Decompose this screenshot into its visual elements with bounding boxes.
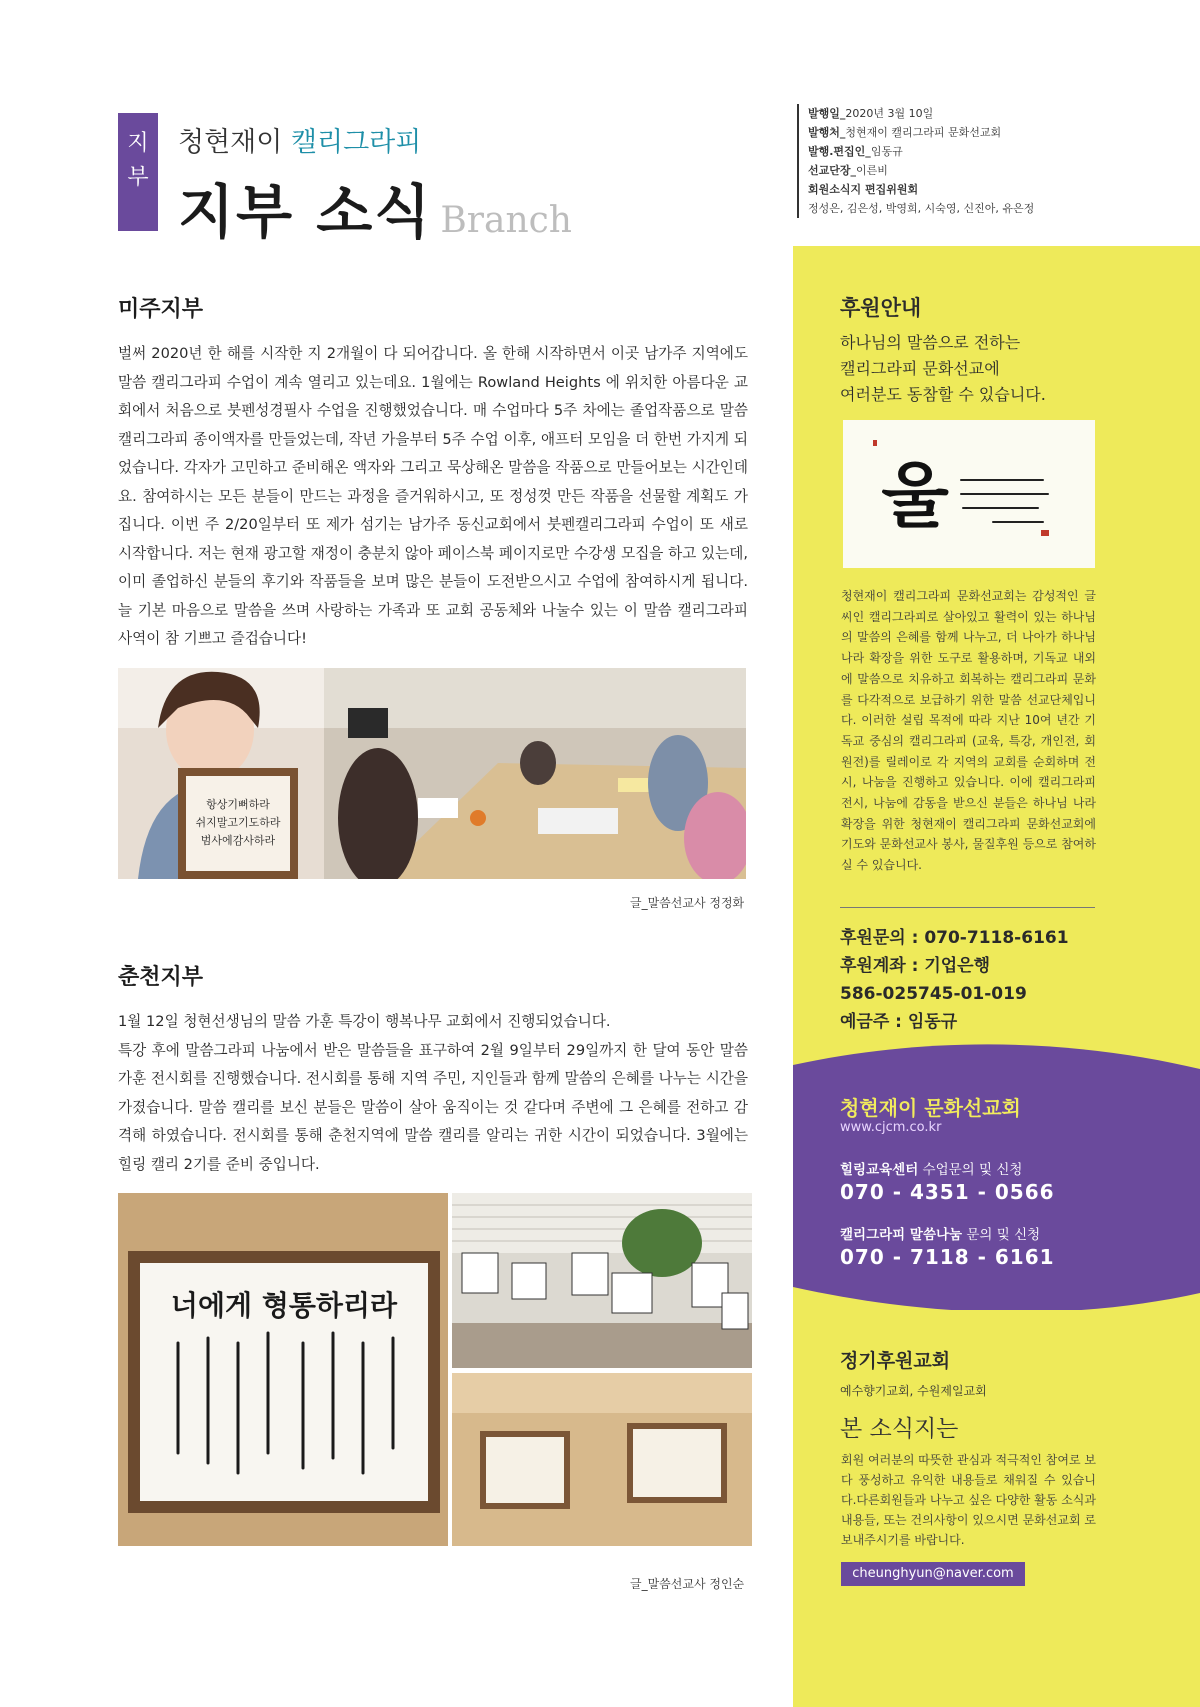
pub-label: 발행.편집인_ [808,145,871,158]
pub-label: 선교단장_ [808,164,857,177]
account-line: 후원문의 : 070-7118-6161 [840,928,1069,948]
org-title: 청현재이 문화선교회 [840,1096,1021,1120]
photo-chuncheon-wall [452,1373,752,1546]
pub-value: 청현재이 캘리그라피 문화선교회 [845,126,1002,139]
photo-chuncheon-frame [118,1193,448,1546]
subtitle-highlight: 캘리그라피 [290,127,422,158]
page-title-ko: 지부 소식 [178,178,433,246]
photo-miju-text-3: 범사에감사하라 [200,834,276,847]
pub-line [808,199,1034,218]
section-heading-miju: 미주지부 [118,297,204,322]
org-line1 [840,1158,1022,1178]
account-line: 후원계좌 : 기업은행 [840,956,991,976]
publication-info [797,104,1034,218]
pub-line [808,180,1034,199]
sidebar-intro [840,330,1046,408]
org-phone2[interactable]: 070 - 7118 - 6161 [840,1245,1055,1269]
pub-value: 이른비 [856,164,888,177]
org-line1-rest: 수업문의 및 신청 [918,1162,1023,1178]
pub-value: 임동규 [870,145,903,158]
section-tag-char-1: 지 [127,131,149,156]
org-line1-bold: 힐링교육센터 [840,1162,919,1178]
photo-chuncheon-exhibit [452,1193,752,1368]
regular-heading: 정기후원교회 [840,1350,951,1372]
org-phone1[interactable]: 070 - 4351 - 0566 [840,1180,1055,1204]
photo-miju-text-2: 쉬지말고기도하라 [195,816,281,829]
pub-label: 회원소식지 편집위원회 [808,183,919,196]
page-title [178,165,572,249]
pub-line [808,142,1034,161]
pub-value: 2020년 3월 10일 [845,107,934,120]
sidebar-description: 청현재이 캘리그라피 문화선교회는 감성적인 글씨인 캘리그라피로 살아있고 활력이 있는 하나님의 말씀의 은혜를 함께 나누고, 더 나아가 하나님 나라 확장을 위한 도구로 활용하며, 기독교 내외에 말씀으로 치유하고 회복하는 캘리그라피 문화를 다각적으로 보급하기 위한 말씀 선교단체입니다. 이러한 설립 목적에 따라 지난 10여 년간 기독교 중심의 캘리그라피 (교육, 특강, 개인전, 회원전)를 릴레이로 각 지역의 교회를 순회하며 전시, 나눔을 진행하고 있습니다. 이에 캘리그라피 전시, 나눔에 감동을 받으신 분들은 하나님 나라 확장을 위한 청현재이 캘리그라피 문화선교회에 기도와 문화선교사 봉사, 물질후원 등으로 참여하실 수 있습니다. [841,589,1096,873]
page-subtitle [178,120,421,159]
pub-line [808,123,1034,142]
photo-chuncheon-text: 너에게 형통하리라 [170,1289,398,1322]
email-link[interactable]: cheunghyun@naver.com [841,1562,1025,1586]
sidebar-art-text: 울 [881,454,949,537]
sidebar-divider [840,907,1095,908]
credit-miju: 글_말씀선교사 정정화 [630,896,745,910]
news-text: 회원 여러분의 따뜻한 관심과 적극적인 참여로 보다 풍성하고 유익한 내용들로 채워질 수 있습니다.다른회원들과 나누고 싶은 다양한 활동 소식과 내용들, 또는 건의사항이 있으시면 문화선교회 로 보내주시기를 바랍니다. [841,1453,1096,1547]
sidebar-calligraphy-art [843,420,1095,568]
pub-line [808,104,1034,123]
pub-label: 발행일_ [808,107,846,120]
org-line2-bold: 캘리그라피 말씀나눔 [840,1227,963,1243]
regular-churches: 예수향기교회, 수원제일교회 [840,1384,987,1398]
page-title-en: Branch [440,200,572,241]
sidebar-account [840,924,1069,1036]
section-heading-chuncheon: 춘천지부 [118,965,204,990]
sidebar-heading: 후원안내 [840,296,922,320]
news-heading: 본 소식지는 [840,1416,959,1442]
account-line: 586-025745-01-019 [840,984,1027,1004]
sidebar-intro-line: 캘리그라피 문화선교에 [840,359,1000,378]
account-line: 예금주 : 임동규 [840,1012,958,1032]
subtitle-plain: 청현재이 [178,127,291,158]
org-line2 [840,1223,1040,1243]
pub-line [808,161,1034,180]
section-body-miju: 벌써 2020년 한 해를 시작한 지 2개월이 다 되어갑니다. 올 한해 시작하면서 이곳 남가주 지역에도 말씀 캘리그라피 수업이 계속 열리고 있는데요. 1월에는 Rowland Heights 에 위치한 아름다운 교회에서 처음으로 붓펜성경필사 수업을 진행했었습니다. 매 수업마다 5주 차에는 졸업작품으로 말씀캘리그라피 종이액자를 만들었는데, 작년 가을부터 5주 수업 이후, 애프터 모임을 더 한번 가지게 되었습니다. 각자가 고민하고 준비해온 액자와 그리고 묵상해온 말씀을 작품으로 만들어보는 시간인데요. 참여하시는 모든 분들이 만드는 과정을 즐거워하시고, 또 정성껏 만든 작품을 선물할 계획도 가집니다. 이번 주 2/20일부터 또 제가 섬기는 남가주 동신교회에서 붓펜캘리그라피 수업이 또 새로 시작합니다. 저는 현재 광고할 재정이 충분치 않아 페이스북 페이지로만 수강생 모집을 하고 있는데, 이미 졸업하신 분들의 후기와 작품들을 보며 많은 분들이 도전받으시고 수업에 참여하시게 됩니다. 늘 기본 마음으로 말씀을 쓰며 사랑하는 가족과 또 교회 공동체와 나눌수 있는 이 말씀 캘리그라피 사역이 참 기쁘고 즐겁습니다! [118,345,748,647]
pub-label: 발행처_ [808,126,846,139]
credit-chuncheon: 글_말씀선교사 정인순 [630,1577,745,1591]
org-url[interactable]: www.cjcm.co.kr [840,1120,942,1135]
sidebar-intro-line: 하나님의 말씀으로 전하는 [840,333,1021,352]
sidebar-intro-line: 여러분도 동참할 수 있습니다. [840,385,1046,404]
section-tag [118,113,158,231]
section-body-chuncheon: 1월 12일 청현선생님의 말씀 가훈 특강이 행복나무 교회에서 진행되었습니다. 특강 후에 말씀그라피 나눔에서 받은 말씀들을 표구하여 2월 9일부터 29일까지 한 달여 동안 말씀가훈 전시회를 진행했습니다. 전시회를 통해 지역 주민, 지인들과 함께 말씀의 은혜를 나누는 시간을 가졌습니다. 말씀 캘리를 보신 분들은 말씀이 살아 움직이는 것 같다며 주변에 그 은혜를 전하고 감격해 하였습니다. 전시회를 통해 춘천지역에 말씀 캘리를 알리는 귀한 시간이 되었습니다. 3월에는 힐링 캘리 2기를 준비 중입니다. [118,1013,748,1173]
pub-value: 정성은, 김은성, 박영희, 시숙영, 신진아, 유은정 [808,202,1035,215]
photo-miju-class [118,668,746,879]
section-tag-char-2: 부 [127,165,149,190]
org-line2-rest: 문의 및 신청 [962,1227,1041,1243]
photo-miju-text-1: 항상기뻐하라 [206,798,270,811]
